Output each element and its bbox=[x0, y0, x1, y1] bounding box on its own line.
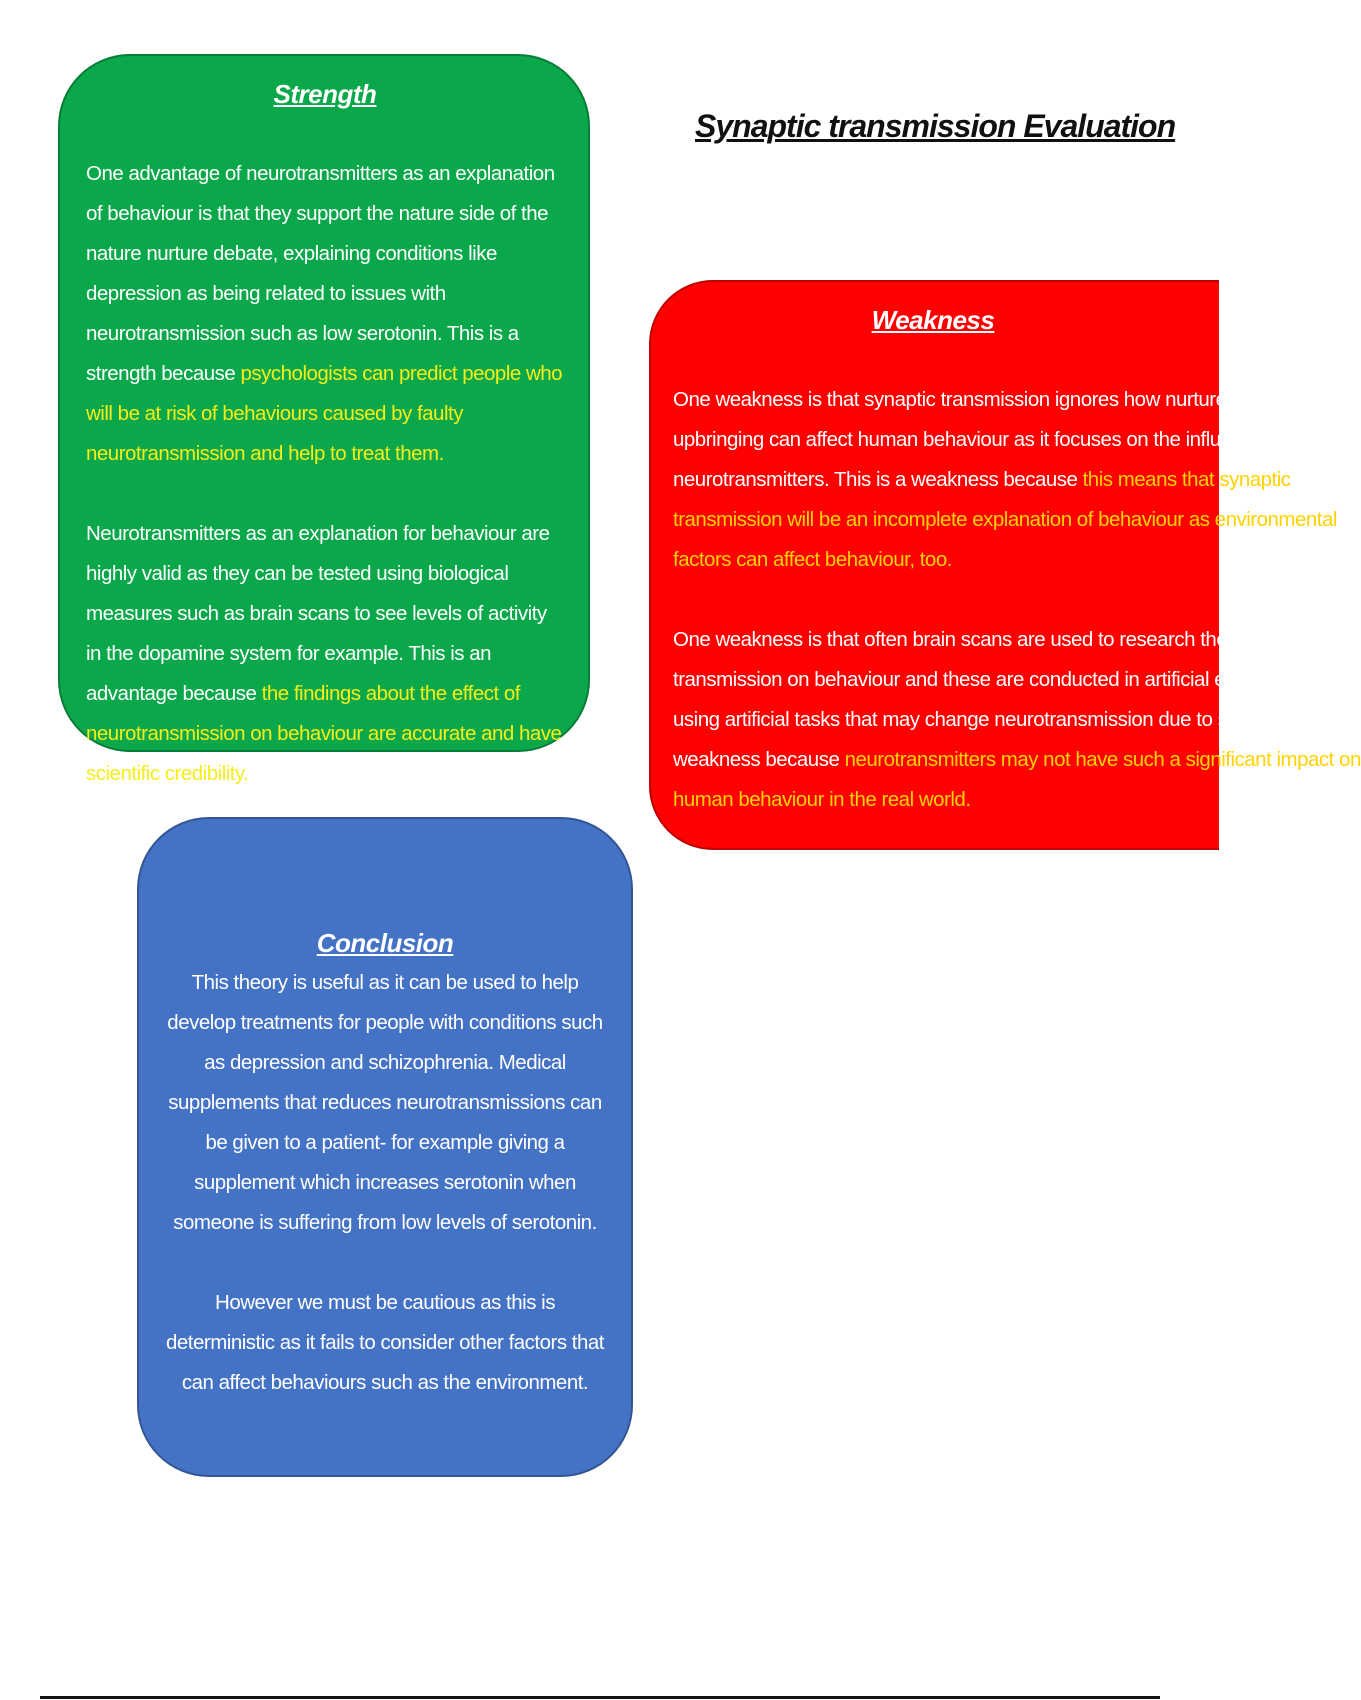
weakness-line bbox=[673, 460, 1291, 500]
spacer bbox=[86, 114, 564, 154]
weakness-p1-highlight: this means that synaptic bbox=[1082, 468, 1291, 491]
weakness-line: using artificial tasks that may change neurotransmission due to stress. This is a bbox=[673, 708, 1352, 731]
strength-p2-highlight: the findings about the effect of neurotransmission on behaviour are accurate and have scientific credibility. bbox=[86, 682, 562, 785]
weakness-card bbox=[649, 280, 1361, 850]
conclusion-heading: Conclusion bbox=[316, 928, 454, 958]
weakness-line bbox=[673, 740, 1361, 780]
strength-p1-highlight: psychologists can predict people who will be at risk of behaviours caused by faulty neurotransmission and help to treat them. bbox=[86, 362, 563, 465]
weakness-line: human behaviour in the real world. bbox=[673, 788, 971, 811]
spacer bbox=[673, 340, 1219, 380]
bottom-divider bbox=[40, 1696, 1160, 1699]
strength-paragraph-1 bbox=[86, 154, 564, 474]
weakness-line: transmission on behaviour and these are conducted in artificial environments bbox=[673, 668, 1332, 691]
weakness-line: transmission will be an incomplete explanation of behaviour as environmental bbox=[673, 508, 1337, 531]
weakness-p1-text: neurotransmitters. This is a weakness because bbox=[673, 468, 1083, 491]
strength-paragraph-2 bbox=[86, 514, 564, 794]
conclusion-paragraph-1: This theory is useful as it can be used to help develop treatments for people with conditions such as depression and schizophrenia. Medical supplements that reduces neurotransmissions can be given to a patient- for example giving a supplement which increases serotonin when someone is suffering from low levels of serotonin. bbox=[167, 971, 603, 1234]
strength-p2-text: Neurotransmitters as an explanation for behaviour are highly valid as they can be tested using biological measures such as brain scans to see levels of activity in the dopamine system for example. This is an advantage because bbox=[86, 522, 550, 705]
strength-card bbox=[58, 54, 590, 785]
strength-heading: Strength bbox=[273, 79, 377, 109]
weakness-p2-text: weakness because bbox=[673, 748, 845, 771]
strength-p1-text: One advantage of neurotransmitters as an explanation of behaviour is that they support the nature side of the nature nurture debate, explaining conditions like depression as being related to issues with neurotransmission such as low serotonin. This is a strength because bbox=[86, 162, 555, 385]
page-title: Synaptic transmission Evaluation bbox=[695, 108, 1176, 144]
conclusion-paragraph-2: However we must be cautious as this is deterministic as it fails to consider other factors that can affect behaviours such as the environment. bbox=[165, 1291, 604, 1394]
spacer bbox=[673, 580, 1219, 620]
spacer bbox=[165, 1243, 605, 1283]
conclusion-card bbox=[137, 817, 633, 1477]
weakness-line: One weakness is that synaptic transmission ignores how nurture such as bbox=[673, 388, 1299, 411]
spacer bbox=[86, 474, 564, 514]
weakness-line: upbringing can affect human behaviour as it focuses on the influence of bbox=[673, 428, 1285, 451]
weakness-p2-highlight: neurotransmitters may not have such a significant impact on bbox=[844, 748, 1361, 771]
weakness-heading: Weakness bbox=[871, 305, 995, 335]
weakness-line: factors can affect behaviour, too. bbox=[673, 548, 952, 571]
weakness-line: One weakness is that often brain scans are used to research the effect of neuro bbox=[673, 628, 1356, 651]
